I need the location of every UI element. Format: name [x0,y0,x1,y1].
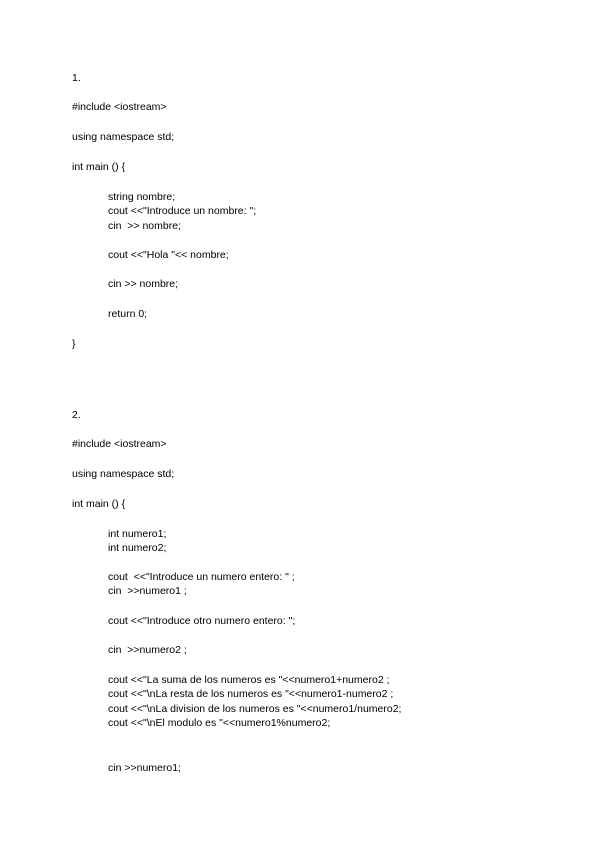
section-1-main-open: int main () { [72,161,126,173]
code-line: cin >> nombre; [108,278,179,290]
code-line: cin >> nombre; [108,220,181,232]
section-1-include: #include <iostream> [72,101,167,113]
code-line: int numero1; [108,528,167,540]
code-line: cout <<"\nEl modulo es "<<numero1%numero2; [108,717,331,729]
section-1-number: 1. [72,72,81,84]
code-line: cout <<"Hola "<< nombre; [108,249,229,261]
code-line: string nombre; [108,191,176,203]
section-2-number: 2. [72,409,81,421]
code-line: cin >>numero1 ; [108,585,187,597]
code-line: cout <<"Introduce un nombre: "; [108,205,257,217]
code-line: int numero2; [108,542,167,554]
code-line: cout <<"La suma de los numeros es "<<numero1+numero2 ; [108,674,390,686]
section-1-using: using namespace std; [72,131,175,143]
code-line: cin >>numero1; [108,762,181,774]
code-line: cin >>numero2 ; [108,644,187,656]
code-line: cout <<"\nLa division de los numeros es "<<numero1/numero2; [108,703,402,715]
code-line: cout <<"Introduce otro numero entero: "; [108,615,296,627]
code-line: return 0; [108,308,148,320]
code-line: cout <<"Introduce un numero entero: " ; [108,571,295,583]
section-2-using: using namespace std; [72,468,175,480]
section-2-include: #include <iostream> [72,438,167,450]
section-2-main-open: int main () { [72,498,126,510]
code-line: cout <<"\nLa resta de los numeros es "<<numero1-numero2 ; [108,688,394,700]
section-1-main-close: } [72,338,76,350]
